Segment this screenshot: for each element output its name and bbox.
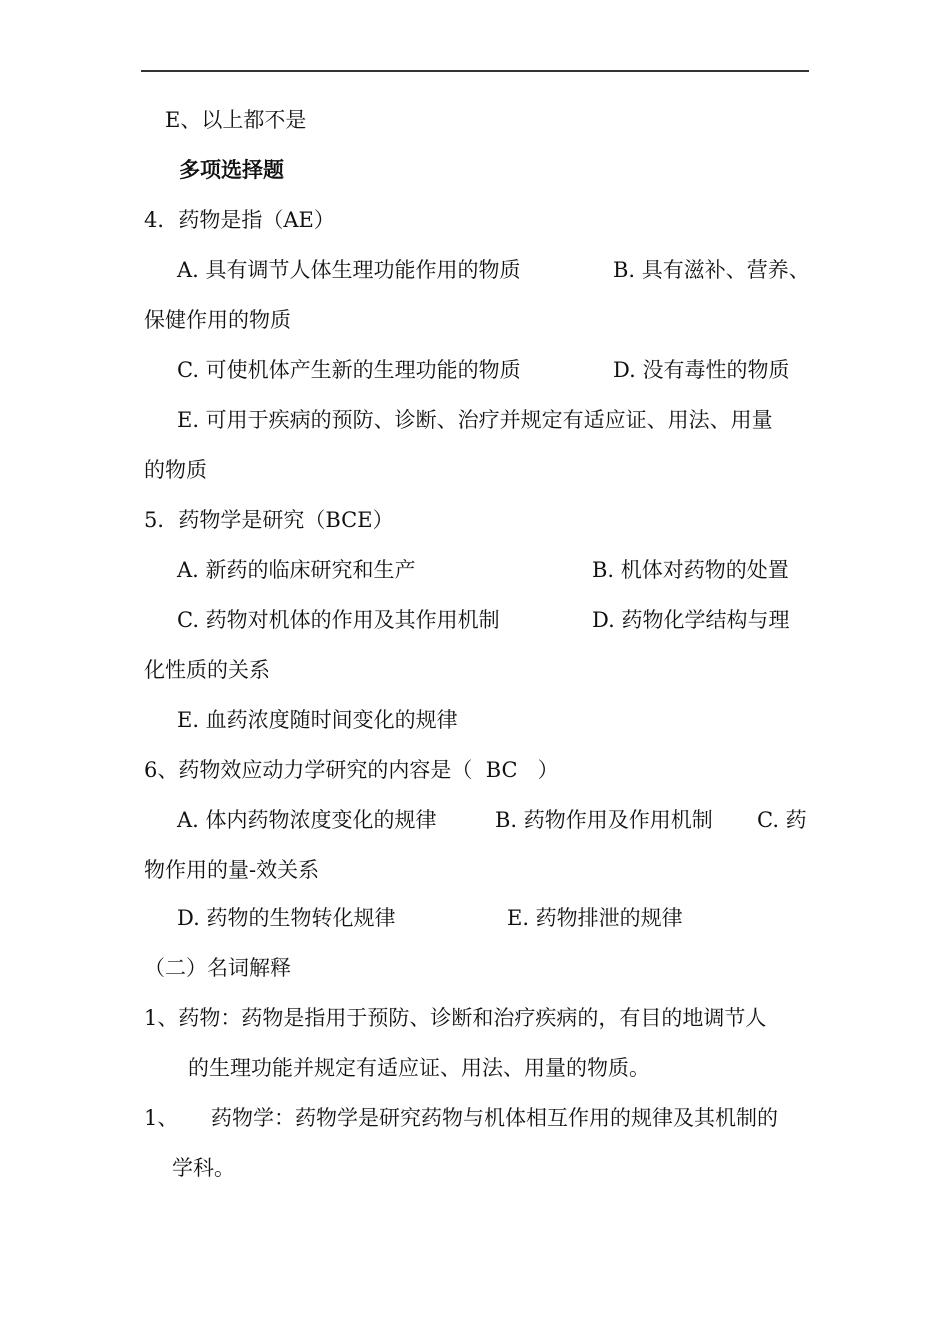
q4-option-e: E. 可用于疾病的预防、诊断、治疗并规定有适应证、用法、用量 (177, 408, 773, 432)
term-2-number: 1、 (144, 1106, 179, 1130)
q4-option-b-continued: 保健作用的物质 (144, 308, 291, 332)
term-1-definition: 1、药物：药物是指用于预防、诊断和治疗疾病的，有目的地调节人 (144, 1006, 767, 1030)
term-1-definition-continued: 的生理功能并规定有适应证、用法、用量的物质。 (188, 1056, 650, 1080)
q6-option-a: A. 体内药物浓度变化的规律 (177, 808, 437, 832)
question-4: 4．药物是指（AE） (144, 208, 335, 232)
term-2-definition-continued: 学科。 (172, 1156, 235, 1180)
q4-option-d: D. 没有毒性的物质 (613, 358, 790, 382)
section-heading-term-definitions: （二）名词解释 (144, 956, 291, 980)
q5-option-d: D. 药物化学结构与理 (592, 608, 790, 632)
q4-option-b: B. 具有滋补、营养、 (613, 258, 810, 282)
q4-option-c: C. 可使机体产生新的生理功能的物质 (177, 358, 521, 382)
section-heading-multiple-choice: 多项选择题 (179, 157, 284, 182)
term-2-definition: 药物学：药物学是研究药物与机体相互作用的规律及其机制的 (211, 1106, 778, 1130)
question-6: 6、药物效应动力学研究的内容是（ BC ） (144, 758, 559, 782)
q5-option-b: B. 机体对药物的处置 (592, 558, 789, 582)
q6-option-d: D. 药物的生物转化规律 (177, 906, 396, 930)
q4-option-a: A. 具有调节人体生理功能作用的物质 (177, 258, 521, 282)
question-5: 5．药物学是研究（BCE） (144, 508, 394, 532)
q4-option-e-continued: 的物质 (144, 458, 207, 482)
q5-option-d-continued: 化性质的关系 (144, 658, 270, 682)
q6-option-c: C. 药 (757, 808, 807, 832)
q5-option-a: A. 新药的临床研究和生产 (177, 558, 416, 582)
q5-option-c: C. 药物对机体的作用及其作用机制 (177, 608, 500, 632)
q5-option-e: E. 血药浓度随时间变化的规律 (177, 708, 458, 732)
header-rule (141, 70, 809, 72)
option-e-none: E、以上都不是 (165, 108, 307, 132)
q6-option-e: E. 药物排泄的规律 (507, 906, 683, 930)
q6-option-c-continued: 物作用的量-效关系 (144, 858, 320, 882)
q6-option-b: B. 药物作用及作用机制 (495, 808, 713, 832)
